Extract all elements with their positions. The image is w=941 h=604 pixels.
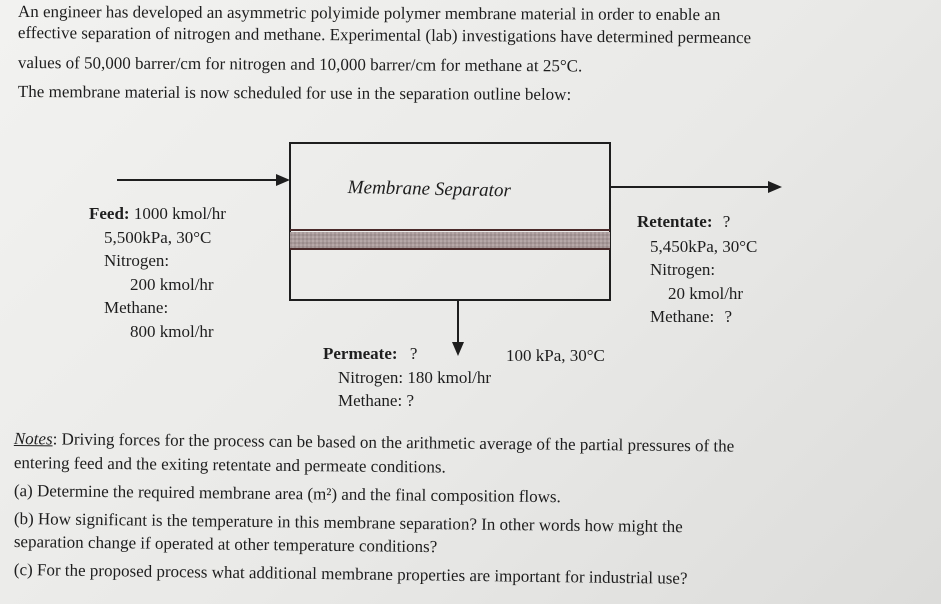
intro-line-4: The membrane material is now scheduled for use in the separation outline below:: [17, 82, 572, 104]
feed-methane-flow: 800 kmol/hr: [130, 322, 214, 341]
retentate-arrow-head: [768, 181, 782, 193]
retentate-nitrogen-label: Nitrogen:: [650, 260, 716, 279]
question-a: (a) Determine the required membrane area (m²) and the final composition flows.: [13, 481, 561, 507]
question-b-line-1: (b) How significant is the temperature in this membrane separation? In other words how might the: [13, 509, 683, 537]
permeate-arrow-head: [452, 342, 464, 356]
retentate-methane-label: Methane:: [650, 307, 715, 326]
feed-methane-label: Methane:: [104, 298, 169, 317]
separator-box: [290, 143, 610, 300]
intro-line-1: An engineer has developed an asymmetric polyimide polymer membrane material in order to enable an: [17, 2, 721, 25]
notes-text: : Driving forces for the process can be based on the arithmetic average of the partial pressures of the: [52, 429, 735, 456]
retentate-methane-header: [650, 307, 732, 327]
feed-header: [89, 204, 226, 224]
intro-line-3: values of 50,000 barrer/cm for nitrogen and 10,000 barrer/cm for methane at 25°C.: [17, 53, 583, 76]
feed-conditions: 5,500kPa, 30°C: [104, 228, 212, 247]
permeate-flow: ?: [409, 344, 418, 363]
permeate-conditions: 100 kPa, 30°C: [506, 346, 605, 365]
feed-nitrogen-label: Nitrogen:: [104, 251, 170, 270]
feed-nitrogen-flow: 200 kmol/hr: [130, 275, 214, 294]
retentate-conditions: 5,450kPa, 30°C: [650, 237, 758, 256]
permeate-nitrogen: Nitrogen: 180 kmol/hr: [338, 368, 491, 387]
retentate-nitrogen-flow: 20 kmol/hr: [668, 284, 744, 303]
retentate-header: [637, 212, 730, 232]
question-c: (c) For the proposed process what additional membrane properties are important for industrial use?: [13, 560, 688, 588]
feed-label: Feed:: [89, 204, 130, 223]
separator-label: Membrane Separator: [347, 177, 512, 202]
question-b-line-2: separation change if operated at other temperature conditions?: [13, 532, 438, 557]
membrane-band: [290, 232, 610, 248]
notes-line-2: entering feed and the exiting retentate and permeate conditions.: [13, 453, 446, 477]
retentate-flow: ?: [722, 212, 731, 231]
permeate-header: [323, 344, 417, 364]
permeate-label: Permeate:: [323, 344, 398, 363]
feed-flow: 1000 kmol/hr: [133, 204, 226, 223]
retentate-methane-flow: ?: [724, 307, 732, 326]
feed-arrow-head: [276, 174, 290, 186]
notes-heading: Notes: [13, 429, 53, 449]
retentate-label: Retentate:: [637, 212, 713, 231]
intro-line-2: effective separation of nitrogen and methane. Experimental (lab) investigations have determined permeance: [17, 23, 752, 48]
permeate-methane: Methane: ?: [338, 391, 414, 410]
